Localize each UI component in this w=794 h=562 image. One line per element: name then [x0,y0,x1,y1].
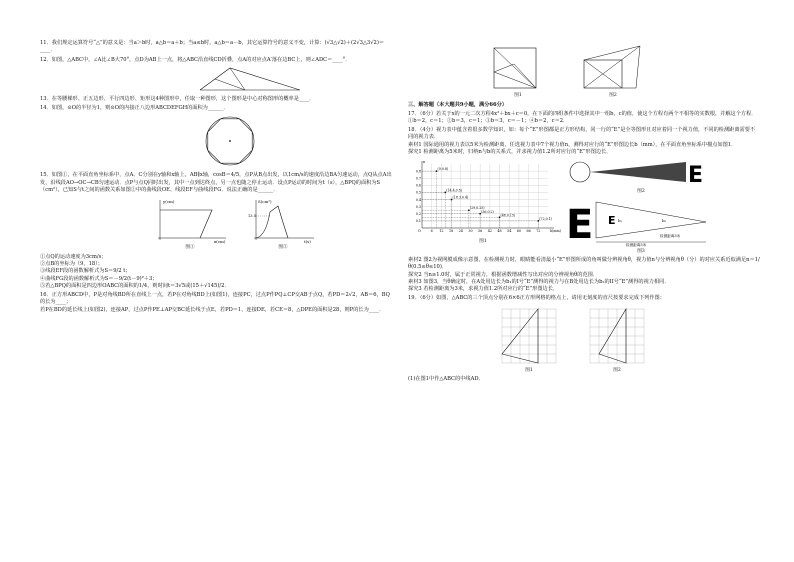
figure-18-3 [566,198,716,248]
left-column [40,40,395,314]
x-tick-label-0: 6 [430,229,433,234]
point-label-4: (36,0.2) [481,210,494,215]
point-label-6: (72,0.1) [539,217,552,222]
y-tick-label-0: 0.1 [415,219,421,224]
point-label-5: (48,0.15) [500,213,516,218]
origin-label: O [418,229,421,234]
fig-top-2-caption: 图2 [609,93,617,98]
fig3-distance-3m: 检测距离3米 [660,233,681,238]
question-18-material-3: 素材3 如图3，当θ确定时，在A处用边长为b₁的I号“E”测得的视力与在B处用边长为b₂的II号“E”测得的视力相同． [408,278,670,285]
point-label-3: (29,0.25) [469,206,485,211]
x-tick-label-7: 48 [497,229,502,234]
x-axis-label: b(mm) [550,229,561,234]
chart-n-vs-b [408,158,561,238]
x-tick-label-10: 66 [526,229,531,234]
figure-q12-triangle [190,64,310,94]
grid-figure-2 [586,305,648,367]
y-axis-label: n [423,160,426,165]
x-tick-label-5: 36 [478,229,483,234]
x-tick-label-3: 24 [458,229,463,234]
fig3-b2: b₂ [662,217,667,223]
question-12: 12．如图，△ABC中，∠A比∠B大70°，点D为AB上一点，将△ABC沿直线CD折叠，点A的对应点A′落在边BC上，则∠ADC＝____°． [40,56,351,63]
question-18-material-2: 素材2 图2为视网膜成像示意图，在检测视力时，眼睛能看清最小“E”形图所成的角叫做分辨视角θ，视力值n与分辨视角θ（分）的对应关系近似满足n＝1/θ(0.5≤θ≤10)． [408,256,760,271]
figure-top-2 [578,42,648,92]
x-tick-label-11: 72 [536,229,541,234]
y-tick-label-1: 0.2 [415,212,421,217]
option-1: ①点Q的运动速度为3cm/s； [40,253,107,260]
y-tick-label-3: 0.4 [415,198,421,203]
question-18: 18．（4分）视力表中蕴含着很多数学知识，如：每个“E”形图都是正方形结构，同一行的“E”是全等图形且对应着同一个视力值，不同的检测距离需要不同的视力表． [408,127,756,141]
option-5: ⑤若△BPQ的面积是四边形OABC的面积的1/4，则时间t＝3√5或(15＋√145)/2． [40,282,230,289]
question-19: 19．（6分）如图，△ABC的三个顶点分别在6×6正方形网格的格点上，请用无刻度的直尺按要求完成下列作图： [408,295,665,302]
question-13: 13．在等腰梯形、正五边形、平行四边形、矩形这4种图形中，任取一种图形，这个图形是中心对称图形的概率是____． [40,95,315,102]
question-18-explore-1: 探究1 检测距离为5米时，归纳n与b的关系式，并求视力值1.2所对应行的“E”形图边长． [408,149,612,156]
fig15-slabel: S(cm²) [258,199,272,205]
right-column [408,40,760,383]
fig3-b1: b₁ [618,217,623,223]
x-tick-label-1: 12 [439,229,444,234]
y-tick-label-6: 0.7 [415,176,421,181]
y-tick-label-5: 0.6 [415,183,421,188]
question-16-part2: 若P在BD的延长线上(如图2)，连接AP，过点P作PE⊥AP交BC延长线于点E，若PD＝1，连接DE，若CE＝8，△DPE的面积是28，则P的长为____． [40,306,385,313]
point-label-0: (9,0.8) [437,167,449,172]
x-tick-label-9: 60 [516,229,522,234]
option-3: ③线段EF段的函数解析式为S＝9/2 t； [40,268,131,275]
fig15-1-caption: 图① [185,245,195,251]
figure-q14-octagon [200,112,260,170]
fig15-xlabel: x(cm) [214,239,226,245]
figure-top-1 [488,42,548,92]
y-tick-label-4: 0.5 [415,191,421,196]
question-16: 16．正方形ABCD中，P是对角线BD所在直线上一点，若P在对角线BD上(如图1)，连接PC，过点P作PQ⊥CP交AB于点Q，若PD＝2√2，AB＝6，BQ的长为____； [40,292,390,306]
fig18-1-caption: 图1 [479,239,487,245]
question-15: 15．如图①，在平面直角坐标系中，点A、C分别在y轴和x轴上，AB∥x轴，cosB＝4/5，点P从B点出发，以1cm/s的速度沿边BA匀速运动，点Q从点A出发，沿线段AO→OC→CB匀速运动．点P与点Q同时出发，其中一点到达终点，另一点也随之停止运动．设点P运动的时间为t（s），△BPQ的面积为S（cm²），已知S与t之间的函数关系如图②中的曲线段OE、线段EF与曲线段FG．说法正确的是______． [40,172,392,194]
y-tick-label-7: 0.8 [415,169,421,174]
fig3-distance-5m: 检测距离5米 [626,242,647,247]
figure-18-2-eye [566,158,716,188]
option-2: ②点B的坐标为（9，18）； [40,260,103,267]
question-19-part1: (1)在图1中作△ABC的中线AD． [408,376,484,383]
fig15-ylabel: y(cm) [163,199,175,205]
section-3-heading: 三、解答题（本大题共9小题，满分66分） [408,102,508,109]
fig18-3-caption: 图3 [637,248,645,254]
x-tick-label-6: 42 [487,229,492,234]
fig3-small-E: E [608,213,616,227]
x-tick-label-8: 54 [507,229,512,234]
grid-figure-1 [498,305,560,367]
fig3-big-E: E [566,201,594,248]
figure-15-1 [150,196,230,244]
x-tick-label-4: 30 [468,229,473,234]
y-tick-label-2: 0.3 [415,205,421,210]
option-4: ④曲线FG段的函数解析式为S＝－9/2(t－9)²＋3； [40,275,158,282]
fig15-tlabel: t(s) [304,239,311,245]
fig15-value: 13.5 [248,214,256,219]
fig-top-1-caption: 图1 [514,93,522,98]
question-18-material-1: 素材1 国际通用的视力表以5米为检测距离，任选视力表中7个视力值n，测得对应行的“E”形图边长b（mm），在平面直角坐标系中描点如图1． [408,141,737,148]
question-18-explore-2: 探究2 当n≥1.0时，属于正常视力，根据函数增减性写出对应的分辨视角θ的范围． [408,271,599,278]
point-label-1: (14.4,0.5) [446,188,462,193]
question-14: 14．如图，⊙O的半径为1，则⊙O的内接正八边形ABCDEFGH的面积为______． [40,105,229,112]
figure-15-2 [248,196,318,244]
question-18-explore-3: 探究3 若检测距离为3米，求视力值1.2所对应行的“E”形图边长． [408,286,559,293]
x-tick-label-2: 18 [448,229,454,234]
fig15-2-caption: 图② [278,245,288,251]
fig18-2-caption: 图2 [637,189,645,195]
question-11: 11．我们规定运算符号“△”的意义是：当a＞b时，a△b＝a＋b；当a≤b时，a△b＝a－b，其它运算符号的意义不变，计算：(√3△√2)＋(2√3△3√2)＝____． [40,40,385,54]
eye-chart-E: E [688,163,704,189]
question-17: 17．（6分）若关于x的一元二次方程4x²＋bx＋c＝0，在下面的四组条件中选择其中一组b，c的值，使这个方程有两个不相等的实数根，并解这个方程．①b＝2，c＝1；②b＝3，c＝1；③b＝3，c＝－1；④b＝2，c＝2． [408,110,757,124]
grid-fig2-caption: 图2 [613,367,621,373]
grid-fig1-caption: 图1 [525,367,533,373]
point-label-2: (18.3,0.4) [452,195,469,200]
